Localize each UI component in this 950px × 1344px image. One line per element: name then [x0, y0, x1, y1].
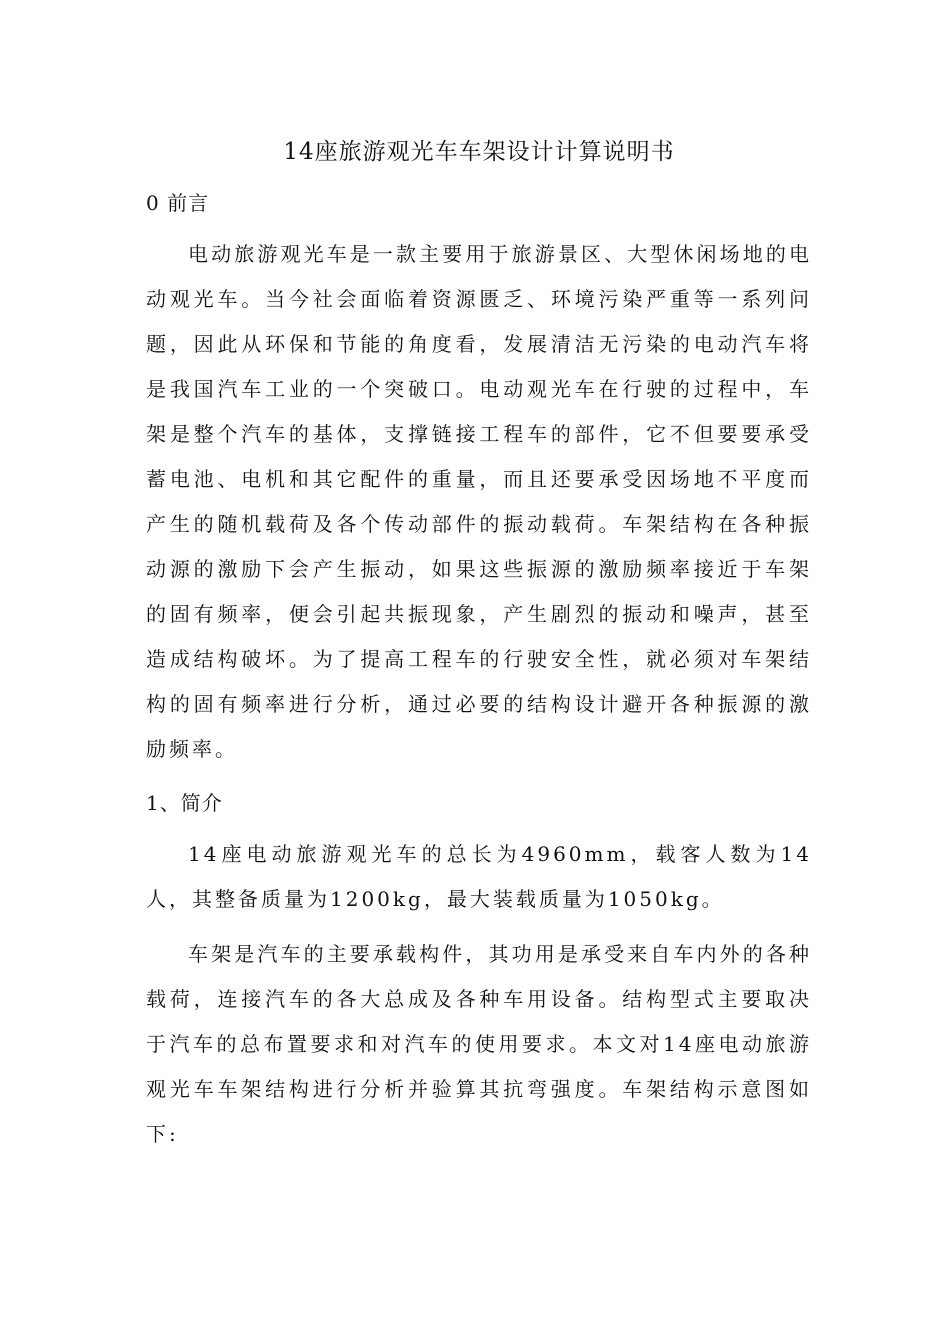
preface-paragraph: 电动旅游观光车是一款主要用于旅游景区、大型休闲场地的电动观光车。当今社会面临着资源匮乏、环境污染严重等一系列问题，因此从环保和节能的角度看，发展清洁无污染的电动汽车将是我国汽车工业的一个突破口。电动观光车在行驶的过程中，车架是整个汽车的基体，支撑链接工程车的部件，它不但要要承受蓄电池、电机和其它配件的重量，而且还要承受因场地不平度而产生的随机载荷及各个传动部件的振动载荷。车架结构在各种振动源的激励下会产生振动，如果这些振源的激励频率接近于车架的固有频率，便会引起共振现象，产生剧烈的振动和噪声，甚至造成结构破坏。为了提高工程车的行驶安全性，就必须对车架结构的固有频率进行分析，通过必要的结构设计避开各种振源的激励频率。	[146, 242, 812, 761]
document-title: 14座旅游观光车车架设计计算说明书	[283, 139, 675, 165]
document-body	[146, 126, 812, 1157]
section-heading-preface: 0 前言	[146, 191, 210, 215]
section-heading-introduction: 1、简介	[146, 791, 223, 815]
introduction-paragraph-specs: 14座电动旅游观光车的总长为4960mm，载客人数为14人，其整备质量为1200kg，最大装载质量为1050kg。	[146, 842, 812, 911]
introduction-paragraph-frame: 车架是汽车的主要承载构件，其功用是承受来自车内外的各种载荷，连接汽车的各大总成及各种车用设备。结构型式主要取决于汽车的总布置要求和对汽车的使用要求。本文对14座电动旅游观光车车架结构进行分析并验算其抗弯强度。车架结构示意图如下:	[146, 942, 812, 1146]
